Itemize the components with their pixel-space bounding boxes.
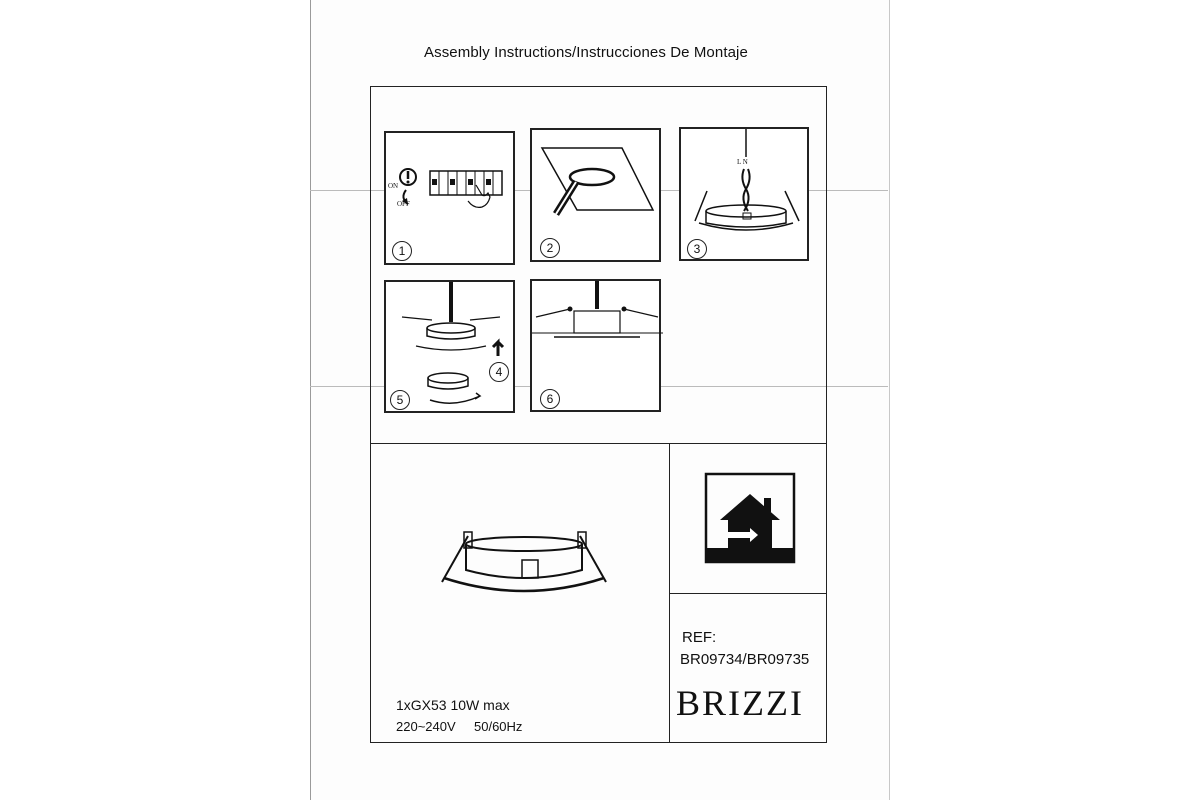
- frame-divider: [669, 593, 827, 594]
- page-title: Assembly Instructions/Instrucciones De Montaje: [424, 44, 748, 61]
- on-label: ON: [388, 182, 399, 190]
- frame-divider: [370, 443, 827, 444]
- step-3-panel: [679, 127, 809, 261]
- step-6-panel: [530, 279, 661, 412]
- step-4-5-panel: [384, 280, 515, 413]
- ref-codes: BR09734/BR09735: [680, 651, 810, 668]
- off-label: OFF: [397, 200, 410, 208]
- step-number: 1: [392, 241, 412, 261]
- step-number: 4: [489, 362, 509, 382]
- step-number: 5: [390, 390, 410, 410]
- brand-logo: BRIZZI: [676, 683, 804, 723]
- recessed-downlight-icon: [436, 524, 612, 604]
- step-1-panel: [384, 131, 515, 265]
- ref-label: REF:: [682, 629, 717, 646]
- step-number: 2: [540, 238, 560, 258]
- spec-voltage: 220~240V: [396, 719, 456, 734]
- spec-frequency: 50/60Hz: [474, 719, 523, 734]
- wire-labels: L N: [737, 158, 748, 166]
- indoor-use-house-icon: [706, 474, 794, 562]
- step-number: 3: [687, 239, 707, 259]
- step-2-panel: [530, 128, 661, 262]
- step-number: 6: [540, 389, 560, 409]
- spec-bulb: 1xGX53 10W max: [396, 697, 510, 713]
